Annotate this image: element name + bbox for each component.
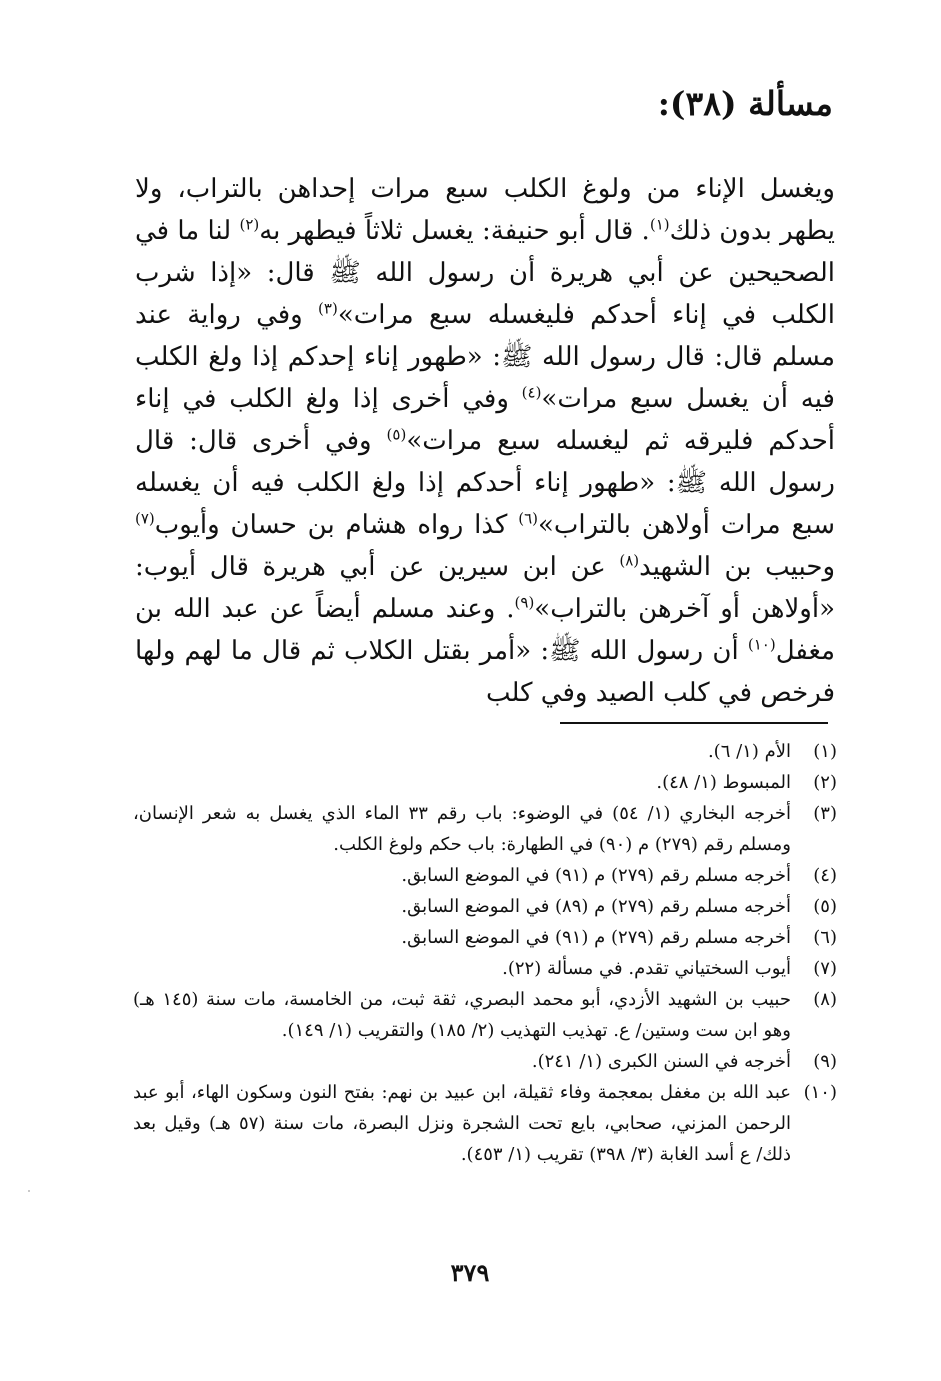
footnote-text: حبيب بن الشهيد الأزدي، أبو محمد البصري، ثقة ثبت، من الخامسة، مات سنة (١٤٥ هـ) وهو ابن ست وستين/ ع. تهذيب التهذيب (٢/ ١٨٥) والتقريب (١/ ١٤٩).	[133, 989, 791, 1041]
text-segment: وفي أخرى قال: قال رسول الله ﷺ: «طهور إناء أحدكم إذا ولغ الكلب فيه أن يغسله سبع مرات أولاهن بالتراب»	[135, 426, 835, 540]
text-segment: . وعند مسلم أيضاً عن عبد الله بن مغفل	[135, 594, 835, 666]
text-segment: وفي أخرى إذا ولغ الكلب في إناء أحدكم فليرقه ثم ليغسله سبع مرات»	[135, 384, 836, 456]
footnote-item	[133, 1046, 837, 1077]
footnote-item	[133, 891, 837, 922]
footnote-text: عبد الله بن مغفل بمعجمة وفاء ثقيلة، ابن عبيد بن نهم: بفتح النون وسكون الهاء، أبو عبد الرحمن المزني، صحابي، بايع تحت الشجرة ونزل البصرة، مات سنة (٥٧ هـ) وقيل بعد ذلك/ ع أسد الغابة (٣/ ٣٩٨) تقريب (١/ ٤٥٣).	[133, 1082, 791, 1165]
footnote-number: (٨)	[813, 989, 837, 1010]
footnote-number: (٣)	[813, 803, 837, 824]
section-heading: مسألة (٣٨):	[657, 84, 833, 123]
text-segment: أن رسول الله ﷺ: «أمر بقتل الكلاب ثم قال ما لهم ولها فرخص في كلب الصيد وفي كلب	[135, 636, 835, 708]
footnote-number: (٦)	[813, 927, 837, 948]
footnote-text: أخرجه مسلم رقم (٢٧٩) م (٩١) في الموضع السابق.	[401, 927, 791, 948]
main-text	[135, 168, 835, 714]
footnote-number: (٤)	[813, 865, 837, 886]
footnote-ref: (٨)	[619, 551, 640, 570]
footnote-ref: (١٠)	[747, 635, 776, 654]
text-segment: عن ابن سيرين عن أبي هريرة قال أيوب: «أولاهن أو آخرهن بالتراب»	[135, 552, 835, 624]
footnote-text: أخرجه مسلم رقم (٢٧٩) م (٩١) في الموضع السابق.	[401, 865, 791, 886]
main-paragraph	[135, 168, 835, 714]
scan-speck	[28, 1190, 30, 1192]
footnote-item	[133, 922, 837, 953]
footnote-ref: (٧)	[135, 509, 155, 528]
footnote-number: (٢)	[813, 772, 837, 793]
footnote-ref: (٥)	[386, 425, 407, 444]
footnote-number: (٩)	[813, 1051, 837, 1072]
footnote-text: أخرجه في السنن الكبرى (١/ ٢٤١).	[531, 1051, 791, 1072]
footnote-number: (١٠)	[803, 1082, 837, 1103]
footnote-text: أخرجه البخاري (١/ ٥٤) في الوضوء: باب رقم ٣٣ الماء الذي يغسل به شعر الإنسان، ومسلم رقم (٢٧٩) م (٩٠) في الطهارة: باب حكم ولوغ الكلب.	[133, 803, 792, 855]
footnote-divider	[560, 722, 828, 724]
text-segment: لنا ما في الصحيحين عن أبي هريرة أن رسول الله ﷺ قال: «إذا شرب الكلب في إناء أحدكم فليغسله سبع مرات»	[135, 216, 836, 330]
text-segment: وحبيب بن الشهيد	[639, 552, 835, 582]
footnote-text: أيوب السختياني تقدم. في مسألة (٢٢).	[502, 958, 791, 979]
footnote-number: (٥)	[813, 896, 837, 917]
footnote-ref: (٤)	[521, 383, 542, 402]
text-segment: ويغسل الإناء من ولوغ الكلب سبع مرات إحداهن بالتراب، ولا يطهر بدون ذلك	[135, 174, 835, 246]
text-segment: . قال أبو حنيفة: يغسل ثلاثاً فيطهر به	[259, 216, 650, 246]
footnote-item	[133, 798, 837, 860]
footnote-ref: (٦)	[518, 509, 539, 528]
footnote-item	[133, 1077, 837, 1170]
page-number: ٣٧٩	[450, 1258, 490, 1287]
footnote-item	[133, 984, 837, 1046]
footnote-text: الأم (١/ ٦).	[707, 741, 791, 762]
footnote-number: (١)	[813, 741, 837, 762]
text-segment: وفي رواية عند مسلم قال: قال رسول الله ﷺ: «طهور إناء إحدكم إذا ولغ الكلب فيه أن يغسل سبع مرات»	[135, 300, 835, 414]
footnote-text: أخرجه مسلم رقم (٢٧٩) م (٨٩) في الموضع السابق.	[401, 896, 791, 917]
footnote-text: المبسوط (١/ ٤٨).	[656, 772, 791, 793]
footnote-ref: (٩)	[514, 593, 535, 612]
footnote-ref: (٣)	[318, 299, 338, 318]
footnotes	[133, 736, 837, 1170]
footnote-ref: (١)	[649, 215, 670, 234]
text-segment: كذا رواه هشام بن حسان وأيوب	[154, 510, 519, 540]
footnote-item	[133, 736, 837, 767]
footnote-number: (٧)	[813, 958, 837, 979]
footnote-item	[133, 860, 837, 891]
footnote-ref: (٢)	[239, 215, 260, 234]
footnote-item	[133, 953, 837, 984]
footnote-item	[133, 767, 837, 798]
